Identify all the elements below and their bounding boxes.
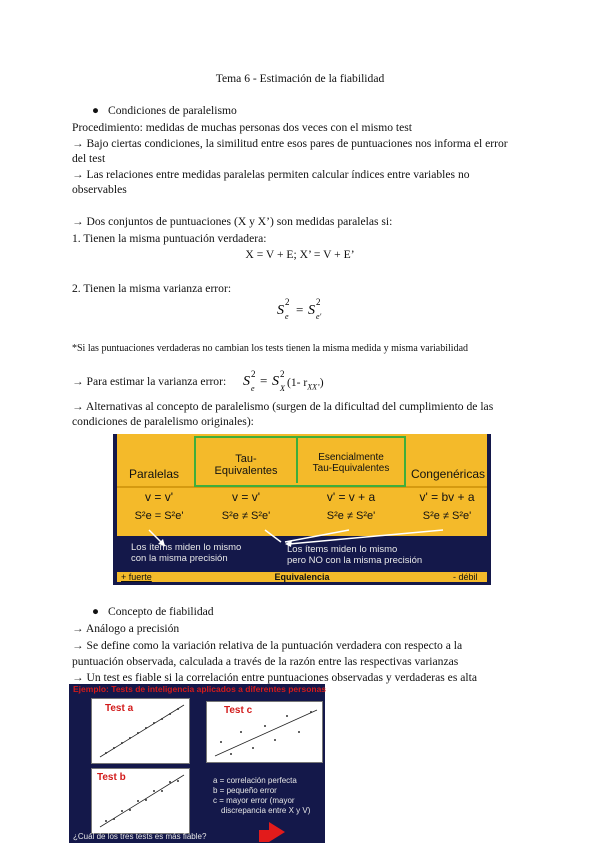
point-c	[240, 731, 242, 733]
point-b	[161, 790, 163, 792]
svg-text:2: 2	[251, 369, 256, 379]
col-congenericas: Congenéricas	[410, 467, 486, 481]
test-a-label: Test a	[105, 703, 134, 714]
note-same-precision	[131, 542, 241, 564]
point-c	[230, 753, 232, 755]
legend-a: a = correlación perfecta	[213, 776, 297, 785]
bullet-icon: ●	[92, 104, 100, 117]
legend-b: b = pequeño error	[213, 786, 277, 795]
var-congenericas: S²e ≠ S²e'	[422, 510, 472, 522]
bullet-icon-2: ●	[92, 605, 100, 618]
svg-text:e: e	[285, 312, 289, 321]
point-a	[145, 727, 147, 729]
test-c-label: Test c	[224, 705, 253, 716]
eq-paralelas: v = v'	[145, 490, 173, 504]
test-b-label: Test b	[97, 772, 126, 783]
legend-c: c = mayor error (mayor	[213, 796, 295, 805]
point-a	[177, 708, 179, 710]
question-text: ¿Cuál de los tres tests es más fiable?	[73, 832, 207, 841]
point-a	[169, 713, 171, 715]
definition-text-cont: puntuación observada, calculada a través de la razón entre las respectivas varianzas	[72, 655, 459, 668]
formula-tail	[287, 376, 324, 394]
note-same-precision-l2: con la misma precisión	[131, 553, 228, 564]
point-a	[153, 722, 155, 724]
trend-line-c	[215, 710, 317, 756]
formula-tail-text: (1- r	[287, 376, 308, 389]
point-b	[121, 810, 123, 812]
section-heading-paralelismo: Condiciones de paralelismo	[108, 104, 237, 117]
reliability-example-figure	[69, 684, 325, 843]
weak-label: - débil	[453, 572, 478, 582]
red-arrow-icon	[255, 820, 289, 842]
point-b	[129, 809, 131, 811]
svg-text:X: X	[280, 384, 285, 393]
arrow-text-1-cont: del test	[72, 152, 106, 165]
var-esencial: S²e ≠ S²e'	[326, 510, 376, 522]
page-title: Tema 6 - Estimación de la fiabilidad	[215, 72, 385, 85]
strong-label: + fuerte	[121, 572, 152, 582]
eq-congenericas: v' = bv + a	[419, 490, 475, 504]
svg-text:S: S	[243, 374, 250, 389]
formula-true-score: X = V + E; X’ = V + E’	[245, 248, 355, 261]
example-title: Ejemplo: Tests de inteligencia aplicados a diferentes personas	[73, 684, 327, 694]
point-b	[153, 790, 155, 792]
arrow-line-2	[265, 530, 281, 542]
point-c	[274, 739, 276, 741]
condition-1: 1. Tienen la misma puntuación verdadera:	[72, 232, 267, 245]
point-a	[129, 737, 131, 739]
arrow-text-2-cont: observables	[72, 183, 127, 196]
formula-close: )	[319, 376, 324, 389]
section-heading-fiabilidad: Concepto de fiabilidad	[108, 605, 214, 618]
col-paralelas: Paralelas	[128, 467, 180, 481]
analog-text: → Análogo a precisión	[72, 622, 180, 635]
alternatives-text-cont: condiciones de paralelismo originales):	[72, 415, 254, 428]
point-b	[145, 799, 147, 801]
formula-equal-variance	[275, 294, 335, 324]
definition-text: → Se define como la variación relativa de la puntuación verdadera con respecto a la	[72, 639, 463, 652]
var-paralelas: S²e = S²e'	[134, 510, 184, 522]
point-c	[220, 741, 222, 743]
svg-text:=: =	[260, 373, 268, 388]
var-tau: S²e ≠ S²e'	[221, 510, 271, 522]
point-c	[286, 715, 288, 717]
point-a	[105, 752, 107, 754]
point-b	[169, 781, 171, 783]
point-c	[264, 725, 266, 727]
condition-2: 2. Tienen la misma varianza error:	[72, 282, 232, 295]
legend-c-cont: discrepancia entre X y V)	[221, 806, 311, 815]
svg-text:=: =	[296, 302, 304, 317]
note-text: *Si las puntuaciones verdaderas no cambian los tests tienen la misma medida y misma variabilidad	[72, 343, 469, 354]
formula-subscript: XX’	[307, 382, 320, 392]
point-b	[113, 818, 115, 820]
svg-text:2: 2	[280, 369, 285, 379]
point-c	[252, 747, 254, 749]
svg-text:S: S	[308, 303, 315, 318]
point-a	[137, 732, 139, 734]
point-c	[310, 711, 312, 713]
note-different-precision	[287, 544, 422, 566]
parallel-definition: → Dos conjuntos de puntuaciones (X y X’) son medidas paralelas si:	[72, 215, 393, 228]
point-c	[298, 731, 300, 733]
reliable-text: → Un test es fiable si la correlación entre puntuaciones observadas y verdaderas es alta	[72, 671, 477, 684]
col-tau-equivalentes: Tau- Equivalentes	[214, 453, 278, 477]
svg-text:S: S	[272, 374, 279, 389]
point-a	[113, 747, 115, 749]
note-same-precision-l1: Los ítems miden lo mismo	[131, 542, 242, 553]
eq-esencial: v' = v + a	[326, 490, 376, 504]
arrow-text-2: → Las relaciones entre medidas paralelas permiten calcular índices entre variables no	[72, 168, 470, 181]
parallelism-figure	[113, 434, 491, 585]
note-different-precision-l2: pero NO con la misma precisión	[287, 555, 423, 566]
note-different-precision-l1: Los ítems miden lo mismo	[287, 544, 398, 555]
eq-tau: v = v'	[232, 490, 260, 504]
point-a	[161, 718, 163, 720]
point-a	[121, 742, 123, 744]
svg-text:2: 2	[285, 297, 290, 307]
procedure-text: Procedimiento: medidas de muchas personas dos veces con el mismo test	[72, 121, 413, 134]
arrow-text-1: → Bajo ciertas condiciones, la similitud entre esos pares de puntuaciones nos informa el error	[72, 137, 508, 150]
equivalence-label: Equivalencia	[274, 572, 330, 582]
arrow-line-3	[285, 530, 349, 542]
svg-text:2: 2	[316, 297, 321, 307]
point-b	[137, 800, 139, 802]
point-b	[177, 780, 179, 782]
alternatives-text: → Alternativas al concepto de paralelismo (surgen de la dificultad del cumplimiento de las	[72, 400, 494, 413]
svg-text:e: e	[251, 384, 255, 393]
col-esencialmente-tau: Esencialmente Tau-Equivalentes	[312, 452, 390, 474]
svg-text:e': e'	[316, 312, 322, 321]
svg-text:S: S	[277, 303, 284, 318]
estimate-text: → Para estimar la varianza error:	[72, 375, 227, 388]
point-b	[105, 820, 107, 822]
